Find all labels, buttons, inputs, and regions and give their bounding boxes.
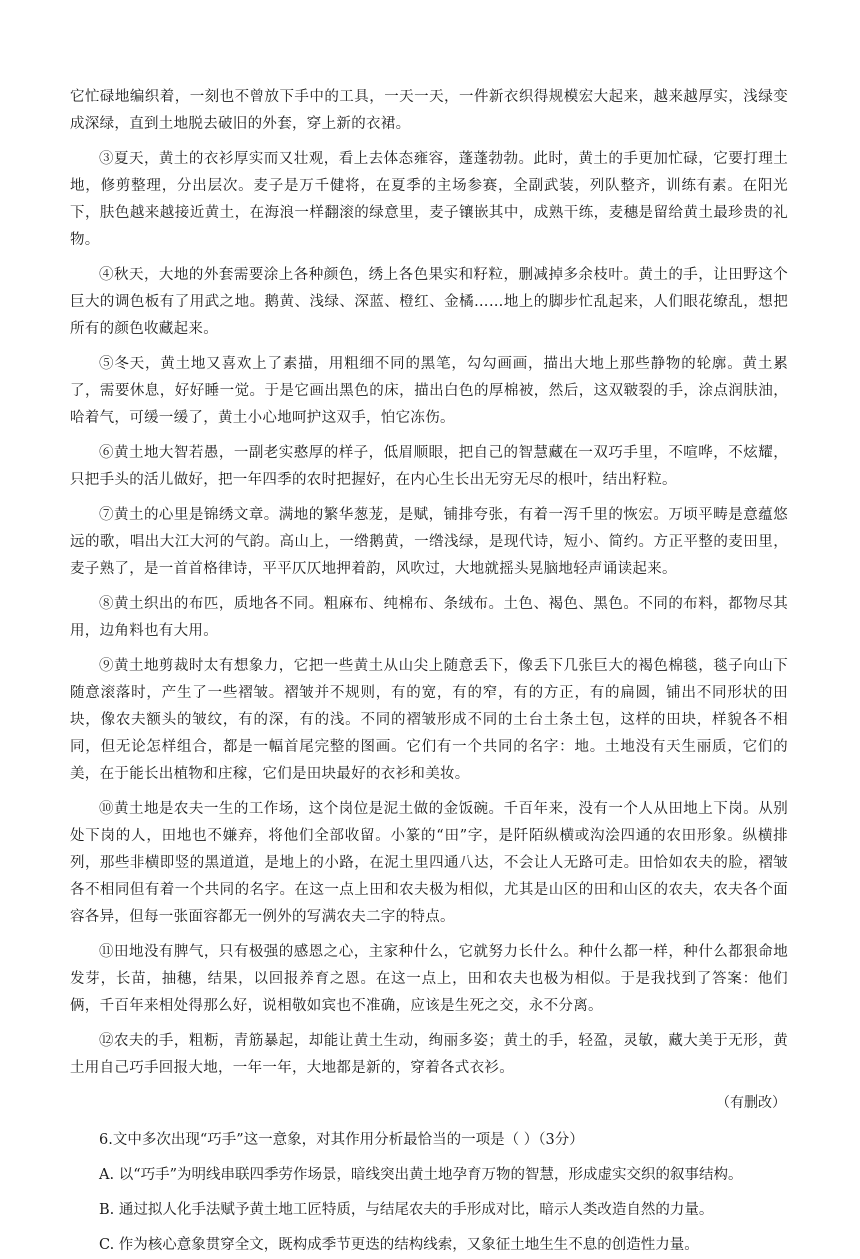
paragraph-12: ⑫农夫的手，粗粝，青筋暴起，却能让黄土生动，绚丽多姿；黄土的手，轻盈，灵敏，藏大美于无形，黄土用自己巧手回报大地，一年一年，大地都是新的，穿着各式衣衫。 [70, 1033, 788, 1076]
question-stem: 6.文中多次出现“巧手”这一意象，对其作用分析最恰当的一项是（ ）（3分） [99, 1132, 584, 1148]
paragraph-3-summer: ③夏天，黄土的衣衫厚实而又壮观，看上去体态雍容，蓬蓬勃勃。此时，黄土的手更加忙碌，它要打理土地，修剪整理，分出层次。麦子是万千健将，在夏季的主场参赛，全副武装，列队整齐，训练有素。在阳光下，肤色越来越接近黄土，在海浪一样翻滚的绿意里，麦子镶嵌其中，成熟干练，麦穗是留给黄土最珍贵的礼物。 [70, 151, 788, 248]
paragraph-11: ⑪田地没有脾气，只有极强的感恩之心，主家种什么，它就努力长什么。种什么都一样，种什么都狠命地发芽，长苗，抽穗，结果，以回报养育之恩。在这一点上，田和农夫也极为相似。于是我找到了答案：他们俩，千百年来相处得那么好，说相敬如宾也不准确，应该是生死之交，永不分离。 [70, 944, 788, 1014]
paragraph-6: ⑥黄土地大智若愚，一副老实憨厚的样子，低眉顺眼，把自己的智慧藏在一双巧手里，不喧哗，不炫耀，只把手头的活儿做好，把一年四季的农时把握好，在内心生长出无穷无尽的根叶，结出籽粒。 [70, 445, 788, 488]
paragraph-5-winter: ⑤冬天，黄土地又喜欢上了素描，用粗细不同的黑笔，勾勾画画，描出大地上那些静物的轮廓。黄土累了，需要休息，好好睡一觉。于是它画出黑色的床，描出白色的厚棉被，然后，这双皲裂的手，涂点润肤油，哈着气，可缓一缓了，黄土小心地呵护这双手，怕它冻伤。 [70, 356, 788, 426]
option-c[interactable]: C. 作为核心意象贯穿全文，既构成季节更迭的结构线索，又象征土地生生不息的创造性力量。 [99, 1237, 699, 1253]
question-block [70, 1127, 788, 1259]
source-note: （有删改） [716, 1095, 786, 1111]
option-b[interactable]: B. 通过拟人化手法赋予黄土地工匠特质，与结尾农夫的手形成对比，暗示人类改造自然的力量。 [99, 1202, 714, 1218]
paragraph-4-autumn: ④秋天，大地的外套需要涂上各种颜色，绣上各色果实和籽粒，删减掉多余枝叶。黄土的手，让田野这个巨大的调色板有了用武之地。鹅黄、浅绿、深蓝、橙红、金橘……地上的脚步忙乱起来，人们眼花缭乱，想把所有的颜色收藏起来。 [70, 267, 788, 337]
article-body [70, 84, 788, 1117]
paragraph-10: ⑩黄土地是农夫一生的工作场，这个岗位是泥土做的金饭碗。千百年来，没有一个人从田地上下岗。从别处下岗的人，田地也不嫌弃，将他们全部收留。小篆的“田”字，是阡陌纵横或沟浍四通的农田形象。纵横排列，那些非横即竖的黑道道，是地上的小路，在泥土里四通八达，不会让人无路可走。田恰如农夫的脸，褶皱各不相同但有着一个共同的名字。在这一点上田和农夫极为相似，尤其是山区的田和山区的农夫，农夫各个面容各异，但每一张面容都无一例外的写满农夫二字的特点。 [70, 801, 788, 925]
paragraph-continued: 它忙碌地编织着，一刻也不曾放下手中的工具，一天一天，一件新衣织得规模宏大起来，越来越厚实，浅绿变成深绿，直到土地脱去破旧的外套，穿上新的衣裙。 [70, 89, 788, 132]
paragraph-7: ⑦黄土的心里是锦绣文章。满地的繁华葱茏，是赋，铺排夸张，有着一泻千里的恢宏。万顷平畴是意蕴悠远的歌，唱出大江大河的气韵。高山上，一绺鹅黄，一绺浅绿，是现代诗，短小、简约。方正平整的麦田里，麦子熟了，是一首首格律诗，平平仄仄地押着韵，风吹过，大地就摇头晃脑地轻声诵读起来。 [70, 507, 788, 577]
option-a[interactable]: A. 以“巧手”为明线串联四季劳作场景，暗线突出黄土地孕育万物的智慧，形成虚实交织的叙事结构。 [99, 1167, 743, 1183]
paragraph-9: ⑨黄土地剪裁时太有想象力，它把一些黄土从山尖上随意丢下，像丢下几张巨大的褐色棉毯，毯子向山下随意滚落时，产生了一些褶皱。褶皱并不规则，有的宽，有的窄，有的方正，有的扁圆，铺出不同形状的田块，像农夫额头的皱纹，有的深，有的浅。不同的褶皱形成不同的土台土条土包，这样的田块，样貌各不相同，但无论怎样组合，都是一幅首尾完整的图画。它们有一个共同的名字：地。土地没有天生丽质，它们的美，在于能长出植物和庄稼，它们是田块最好的衣衫和美妆。 [70, 658, 788, 782]
paragraph-8: ⑧黄土织出的布匹，质地各不同。粗麻布、纯棉布、条绒布。土色、褐色、黑色。不同的布料，都物尽其用，边角料也有大用。 [70, 596, 788, 639]
